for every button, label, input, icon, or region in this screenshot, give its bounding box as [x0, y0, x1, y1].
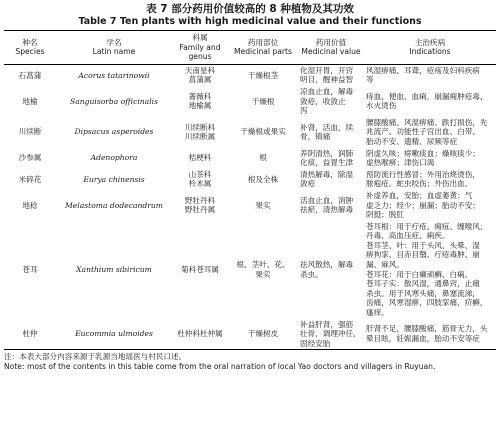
cell-indications — [364, 64, 496, 86]
cell-medicinal-parts — [228, 221, 298, 319]
cell-indications-line: 腰膝酸痛、风湿痹痛、跌打损伤，先 — [366, 117, 488, 127]
table-row — [4, 169, 496, 190]
cell-family-genus-line: 川续断属 — [184, 132, 216, 142]
cell-medicinal-value-line: 凉血止血，解毒 — [300, 86, 354, 96]
cell-medicinal-value — [298, 86, 364, 117]
cell-species-line: 石菖蒲 — [18, 70, 42, 80]
cell-latin-name-line: Eurya chinensis — [83, 174, 145, 184]
cell-species-line: 杜仲 — [22, 329, 38, 339]
cell-latin-name-line: Eucommia ulmoides — [75, 329, 153, 339]
cell-latin-name-line: Acorus tatarinowii — [78, 70, 150, 80]
table-row — [4, 117, 496, 148]
cell-family-genus — [172, 221, 228, 319]
cell-indications-line: 脓疱疮。蛇虫咬伤；外伤出血。 — [366, 179, 473, 189]
cell-family-genus-line: 蔷薇科 — [188, 91, 212, 101]
cell-medicinal-value-line: 补肾，活血，续 — [300, 122, 354, 132]
cell-species — [4, 190, 56, 221]
cell-medicinal-parts — [228, 319, 298, 350]
table-row — [4, 86, 496, 117]
cell-indications-line: 胎动不安、遗精、尿频等症 — [366, 136, 458, 146]
cell-family-genus — [172, 148, 228, 169]
cell-medicinal-parts — [228, 169, 298, 190]
cell-species-line: 地榆 — [22, 96, 38, 106]
cell-medicinal-parts — [228, 117, 298, 148]
cell-indications-line: 阴虚久咳；痨嗽痰血；燥咳痰少； — [366, 148, 480, 158]
cell-indications — [364, 190, 496, 221]
cell-indications-line: 苍耳根：用于疔疮、痈疽、缠喉风、 — [366, 221, 488, 231]
cell-indications-line: 漏、麻风。 — [366, 260, 404, 270]
cell-medicinal-parts-line: 果实 — [255, 200, 271, 210]
table-body — [4, 64, 496, 350]
cell-latin-name — [56, 117, 172, 148]
cell-medicinal-value-line: 养阴清热，润肺 — [300, 148, 354, 158]
cell-medicinal-value-line: 明目，醒神益智 — [300, 75, 354, 85]
cell-indications — [364, 169, 496, 190]
cell-species-line: 米碎花 — [18, 174, 42, 184]
cell-latin-name — [56, 64, 172, 86]
cell-family-genus-line: 山茶科 — [188, 169, 212, 179]
cell-family-genus-line: 野牡丹科 — [184, 195, 216, 205]
cell-species-line: 苍耳 — [22, 264, 38, 274]
cell-medicinal-value-line: 敛疮，收敛止 — [300, 96, 346, 106]
cell-indications-line: 阴挺；脱肛 — [366, 210, 404, 220]
cell-species — [4, 319, 56, 350]
table-row — [4, 319, 496, 350]
table-row — [4, 64, 496, 86]
header-species: 种名 Species — [15, 37, 45, 57]
cell-indications — [364, 86, 496, 117]
header-medicinal-value: 药用价值 Medicinal value — [301, 37, 361, 57]
cell-indications-line: 瘙痒。 — [366, 308, 389, 318]
cell-medicinal-parts-line: 根、茎叶、花、 — [236, 260, 290, 270]
cell-indications-line: 苍耳子实：散风湿，通鼻窍，止痛 — [366, 279, 480, 289]
cell-indications — [364, 148, 496, 169]
cell-indications-line: 晕目眩，妊娠漏血，胎动不安等症 — [366, 334, 480, 344]
cell-latin-name-line: Melastoma dodecandrum — [65, 200, 163, 210]
cell-medicinal-value-line: 壮骨，调理冲任， — [300, 329, 361, 339]
cell-species — [4, 64, 56, 86]
cell-species-line: 沙参属 — [18, 153, 42, 163]
cell-family-genus — [172, 169, 228, 190]
table-row — [4, 148, 496, 169]
cell-medicinal-value — [298, 319, 364, 350]
cell-indications-line: 水火烫伤 — [366, 101, 397, 111]
cell-family-genus — [172, 117, 228, 148]
note-chinese: 注：本表大部分内容来源于乳源当地瑶医与村民口述。 — [4, 352, 187, 362]
cell-family-genus-line: 桔梗科 — [188, 153, 212, 163]
note-english: Note: most of the contents in this table come from the oral narration of local Yao doctors and villagers in Ruyuan. — [4, 362, 436, 372]
cell-family-genus-line: 天南星科 — [184, 65, 216, 75]
cell-family-genus-line: 野牡丹属 — [184, 205, 216, 215]
cell-medicinal-value-line: 祛风散热，解毒 — [300, 260, 354, 270]
cell-medicinal-parts — [228, 64, 298, 86]
cell-medicinal-value — [298, 221, 364, 319]
header-indications: 主治疾病 Indications — [409, 37, 451, 57]
cell-family-genus — [172, 319, 228, 350]
cell-medicinal-parts-line: 根 — [259, 153, 267, 163]
cell-indications-line: 齿痛，风寒湿痹，四肢挛痛，疥癣， — [366, 298, 488, 308]
cell-latin-name — [56, 169, 172, 190]
cell-family-genus-line: 菊科苍耳属 — [181, 264, 219, 274]
cell-species — [4, 117, 56, 148]
cell-medicinal-value — [298, 169, 364, 190]
cell-medicinal-value — [298, 190, 364, 221]
table-row — [4, 190, 496, 221]
cell-medicinal-value-line: 化湿开胃，开窍 — [300, 65, 354, 75]
cell-medicinal-value — [298, 117, 364, 148]
cell-indications — [364, 221, 496, 319]
cell-medicinal-parts-line: 果实 — [255, 269, 271, 279]
cell-family-genus — [172, 86, 228, 117]
cell-latin-name-line: Xanthium sibiricum — [76, 264, 152, 274]
plants-table — [4, 30, 496, 350]
cell-indications-line: 丹毒、高血压症、痢疾。 — [366, 231, 450, 241]
cell-latin-name — [56, 148, 172, 169]
cell-medicinal-parts-line: 干燥根茎 — [247, 70, 279, 80]
cell-latin-name — [56, 190, 172, 221]
cell-medicinal-parts — [228, 190, 298, 221]
cell-indications — [364, 117, 496, 148]
cell-indications-line: 痔血、便血、血痢，崩漏痈肿疮毒、 — [366, 91, 488, 101]
cell-medicinal-parts — [228, 148, 298, 169]
table-row — [4, 221, 496, 319]
cell-medicinal-parts — [228, 86, 298, 117]
cell-species — [4, 221, 56, 319]
cell-family-genus-line: 菖蒲属 — [188, 75, 212, 85]
table-caption-english: Table 7 Ten plants with high medicinal value and their functions — [78, 16, 422, 27]
cell-indications-line: 风湿痹痛、耳聋，疮疡及妇科疾病 — [366, 65, 480, 75]
cell-indications-line: 苍耳花：用于白癞顽癣、白痢。 — [366, 269, 473, 279]
cell-indications-line: 肝肾不足，腰膝酸痛，筋骨无力，头 — [366, 324, 488, 334]
cell-medicinal-value — [298, 148, 364, 169]
cell-medicinal-value-line: 杀虫。 — [300, 269, 323, 279]
cell-species — [4, 148, 56, 169]
cell-medicinal-value-line: 固经安胎 — [300, 338, 331, 348]
cell-medicinal-value-line: 清热解毒，除湿 — [300, 169, 354, 179]
cell-latin-name — [56, 221, 172, 319]
cell-latin-name-line: Sanguisorba officinalis — [70, 96, 158, 106]
cell-indications-line: 苍耳茎、叶：用于头风、头晕、湿 — [366, 240, 480, 250]
cell-indications-line: 补虚养血，安胎；血虚萎黄；气 — [366, 190, 473, 200]
cell-medicinal-parts-line: 干燥根或果实 — [240, 127, 286, 137]
cell-medicinal-value-line: 化痰，益胃生津 — [300, 158, 354, 168]
cell-indications-line: 虚乏力；经少；崩漏；胎动不安； — [366, 200, 480, 210]
cell-medicinal-value-line: 泻 — [300, 106, 308, 116]
header-medicinal-parts: 药用部位 Medicinal parts — [234, 37, 292, 57]
table-notes — [4, 352, 496, 372]
cell-latin-name — [56, 86, 172, 117]
cell-indications-line: 预防流行性感冒；外用治烧烫伤， — [366, 169, 480, 179]
header-latin-name: 学名 Latin name — [92, 37, 136, 57]
cell-indications-line: 等 — [366, 75, 374, 85]
cell-medicinal-parts-line: 干燥根 — [251, 96, 275, 106]
cell-family-genus-line: 柃木属 — [188, 179, 212, 189]
cell-medicinal-value-line: 补益肝肾，强筋 — [300, 319, 354, 329]
cell-species — [4, 86, 56, 117]
cell-latin-name-line: Adenophora — [90, 153, 138, 163]
cell-indications-line: 兆流产、功能性子宫出血、白带、 — [366, 127, 480, 137]
cell-family-genus — [172, 190, 228, 221]
cell-indications-line: 杀虫。用于风寒头痛，鼻塞流涕， — [366, 288, 480, 298]
cell-indications — [364, 319, 496, 350]
cell-medicinal-value-line: 骨，镇痛 — [300, 132, 331, 142]
cell-medicinal-parts-line: 根及全株 — [247, 174, 279, 184]
cell-family-genus-line: 地榆属 — [188, 101, 212, 111]
cell-species-line: 川续断 — [18, 127, 42, 137]
cell-latin-name — [56, 319, 172, 350]
table-caption-chinese: 表 7 部分药用价值较高的 8 种植物及其功效 — [146, 3, 354, 15]
header-family-genus: 科属 Family and genus — [179, 33, 221, 62]
cell-family-genus-line: 杜仲科杜仲属 — [177, 329, 223, 339]
cell-medicinal-value-line: 敛疮 — [300, 179, 316, 189]
cell-indications-line: 痹拘挛、目赤目翳、疔疮毒肿、崩 — [366, 250, 480, 260]
cell-species — [4, 169, 56, 190]
cell-family-genus — [172, 64, 228, 86]
cell-medicinal-parts-line: 干燥树皮 — [247, 329, 279, 339]
cell-indications-line: 虚热喉痹；津伤口渴 — [366, 158, 435, 168]
table-header-row — [4, 31, 496, 65]
cell-medicinal-value — [298, 64, 364, 86]
cell-species-line: 地稔 — [22, 200, 38, 210]
cell-family-genus-line: 川续断科 — [184, 122, 216, 132]
cell-latin-name-line: Dipsacus asperoides — [74, 127, 154, 137]
cell-medicinal-value-line: 活血止血，消肿 — [300, 195, 354, 205]
cell-medicinal-value-line: 祛瘀，清热解毒 — [300, 205, 354, 215]
